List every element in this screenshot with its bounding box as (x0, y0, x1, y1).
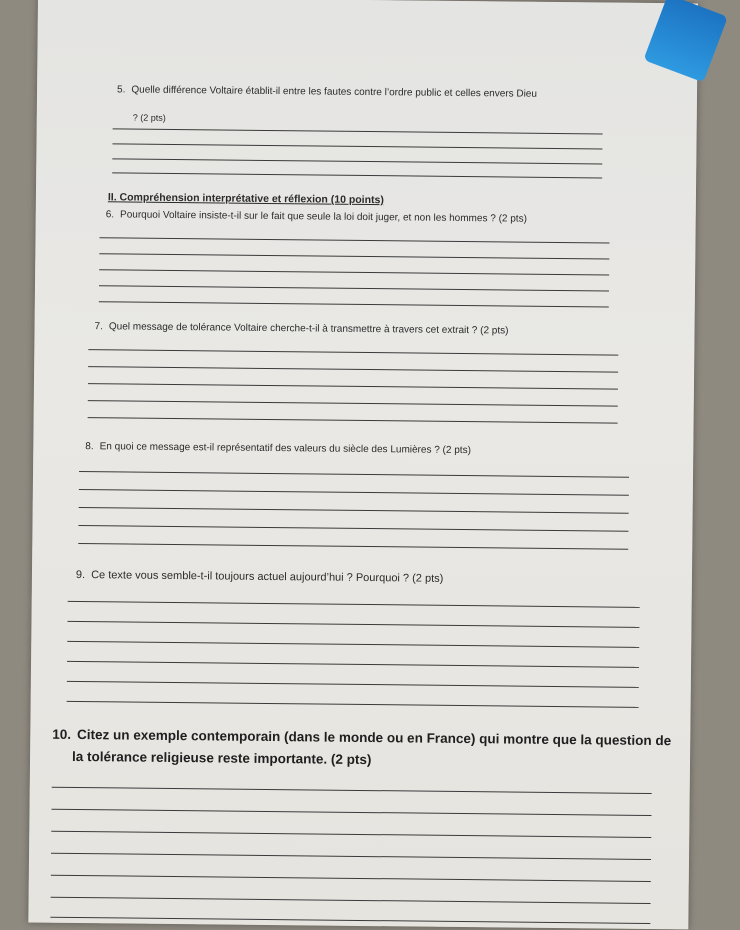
answer-line[interactable] (112, 158, 602, 164)
answer-line[interactable] (51, 831, 651, 838)
answer-line[interactable] (50, 917, 650, 924)
answer-line[interactable] (79, 507, 629, 514)
answer-line[interactable] (113, 128, 603, 134)
question-7: 7. Quel message de tolérance Voltaire cherche-t-il à transmettre à travers cet extrait ? (2 pts) (94, 321, 509, 337)
answer-lines-8 (38, 0, 698, 3)
answer-line[interactable] (68, 601, 640, 608)
answer-line[interactable] (51, 853, 651, 860)
answer-line[interactable] (52, 787, 652, 794)
worksheet-page (28, 0, 698, 929)
answer-line[interactable] (67, 701, 639, 708)
question-6: 6. Pourquoi Voltaire insiste-t-il sur le fait que seule la loi doit juger, et non les hommes ? (2 pts) (105, 209, 527, 225)
answer-line[interactable] (78, 543, 628, 550)
answer-line[interactable] (99, 237, 609, 243)
answer-line[interactable] (88, 417, 618, 424)
answer-line[interactable] (79, 471, 629, 478)
answer-line[interactable] (78, 525, 628, 532)
answer-line[interactable] (67, 661, 639, 668)
answer-lines-7 (38, 0, 698, 3)
answer-line[interactable] (112, 143, 602, 149)
answer-line[interactable] (99, 285, 609, 291)
question-10-continued: la tolérance religieuse reste importante. (2 pts) (71, 748, 372, 768)
answer-lines-5 (38, 0, 698, 3)
answer-lines-9 (38, 0, 698, 3)
answer-lines-6 (38, 0, 698, 3)
blue-marker (643, 0, 728, 82)
answer-lines-10 (38, 0, 698, 3)
question-9: 9. Ce texte vous semble-t-il toujours actuel aujourd’hui ? Pourquoi ? (2 pts) (75, 568, 444, 585)
answer-line[interactable] (112, 172, 602, 178)
answer-line[interactable] (88, 400, 618, 407)
answer-line[interactable] (99, 253, 609, 259)
answer-line[interactable] (88, 383, 618, 390)
answer-line[interactable] (51, 897, 651, 904)
question-5: 5. Quelle différence Voltaire établit-il entre les fautes contre l’ordre public et celles envers Dieu (116, 84, 538, 100)
section-2-title: II. Compréhension interprétative et réflexion (10 points) (107, 191, 384, 207)
answer-line[interactable] (79, 489, 629, 496)
answer-line[interactable] (99, 269, 609, 275)
answer-line[interactable] (88, 349, 618, 356)
answer-line[interactable] (67, 621, 639, 628)
answer-line[interactable] (67, 681, 639, 688)
question-8: 8. En quoi ce message est-il représentatif des valeurs du siècle des Lumières ? (2 pts) (85, 441, 471, 457)
question-10: 10. Citez un exemple contemporain (dans le monde ou en France) qui montre que la question de (52, 726, 672, 749)
answer-line[interactable] (88, 366, 618, 373)
answer-line[interactable] (52, 809, 652, 816)
answer-line[interactable] (51, 875, 651, 882)
answer-line[interactable] (67, 641, 639, 648)
question-5-points: ? (2 pts) (132, 112, 166, 123)
answer-line[interactable] (99, 301, 609, 307)
